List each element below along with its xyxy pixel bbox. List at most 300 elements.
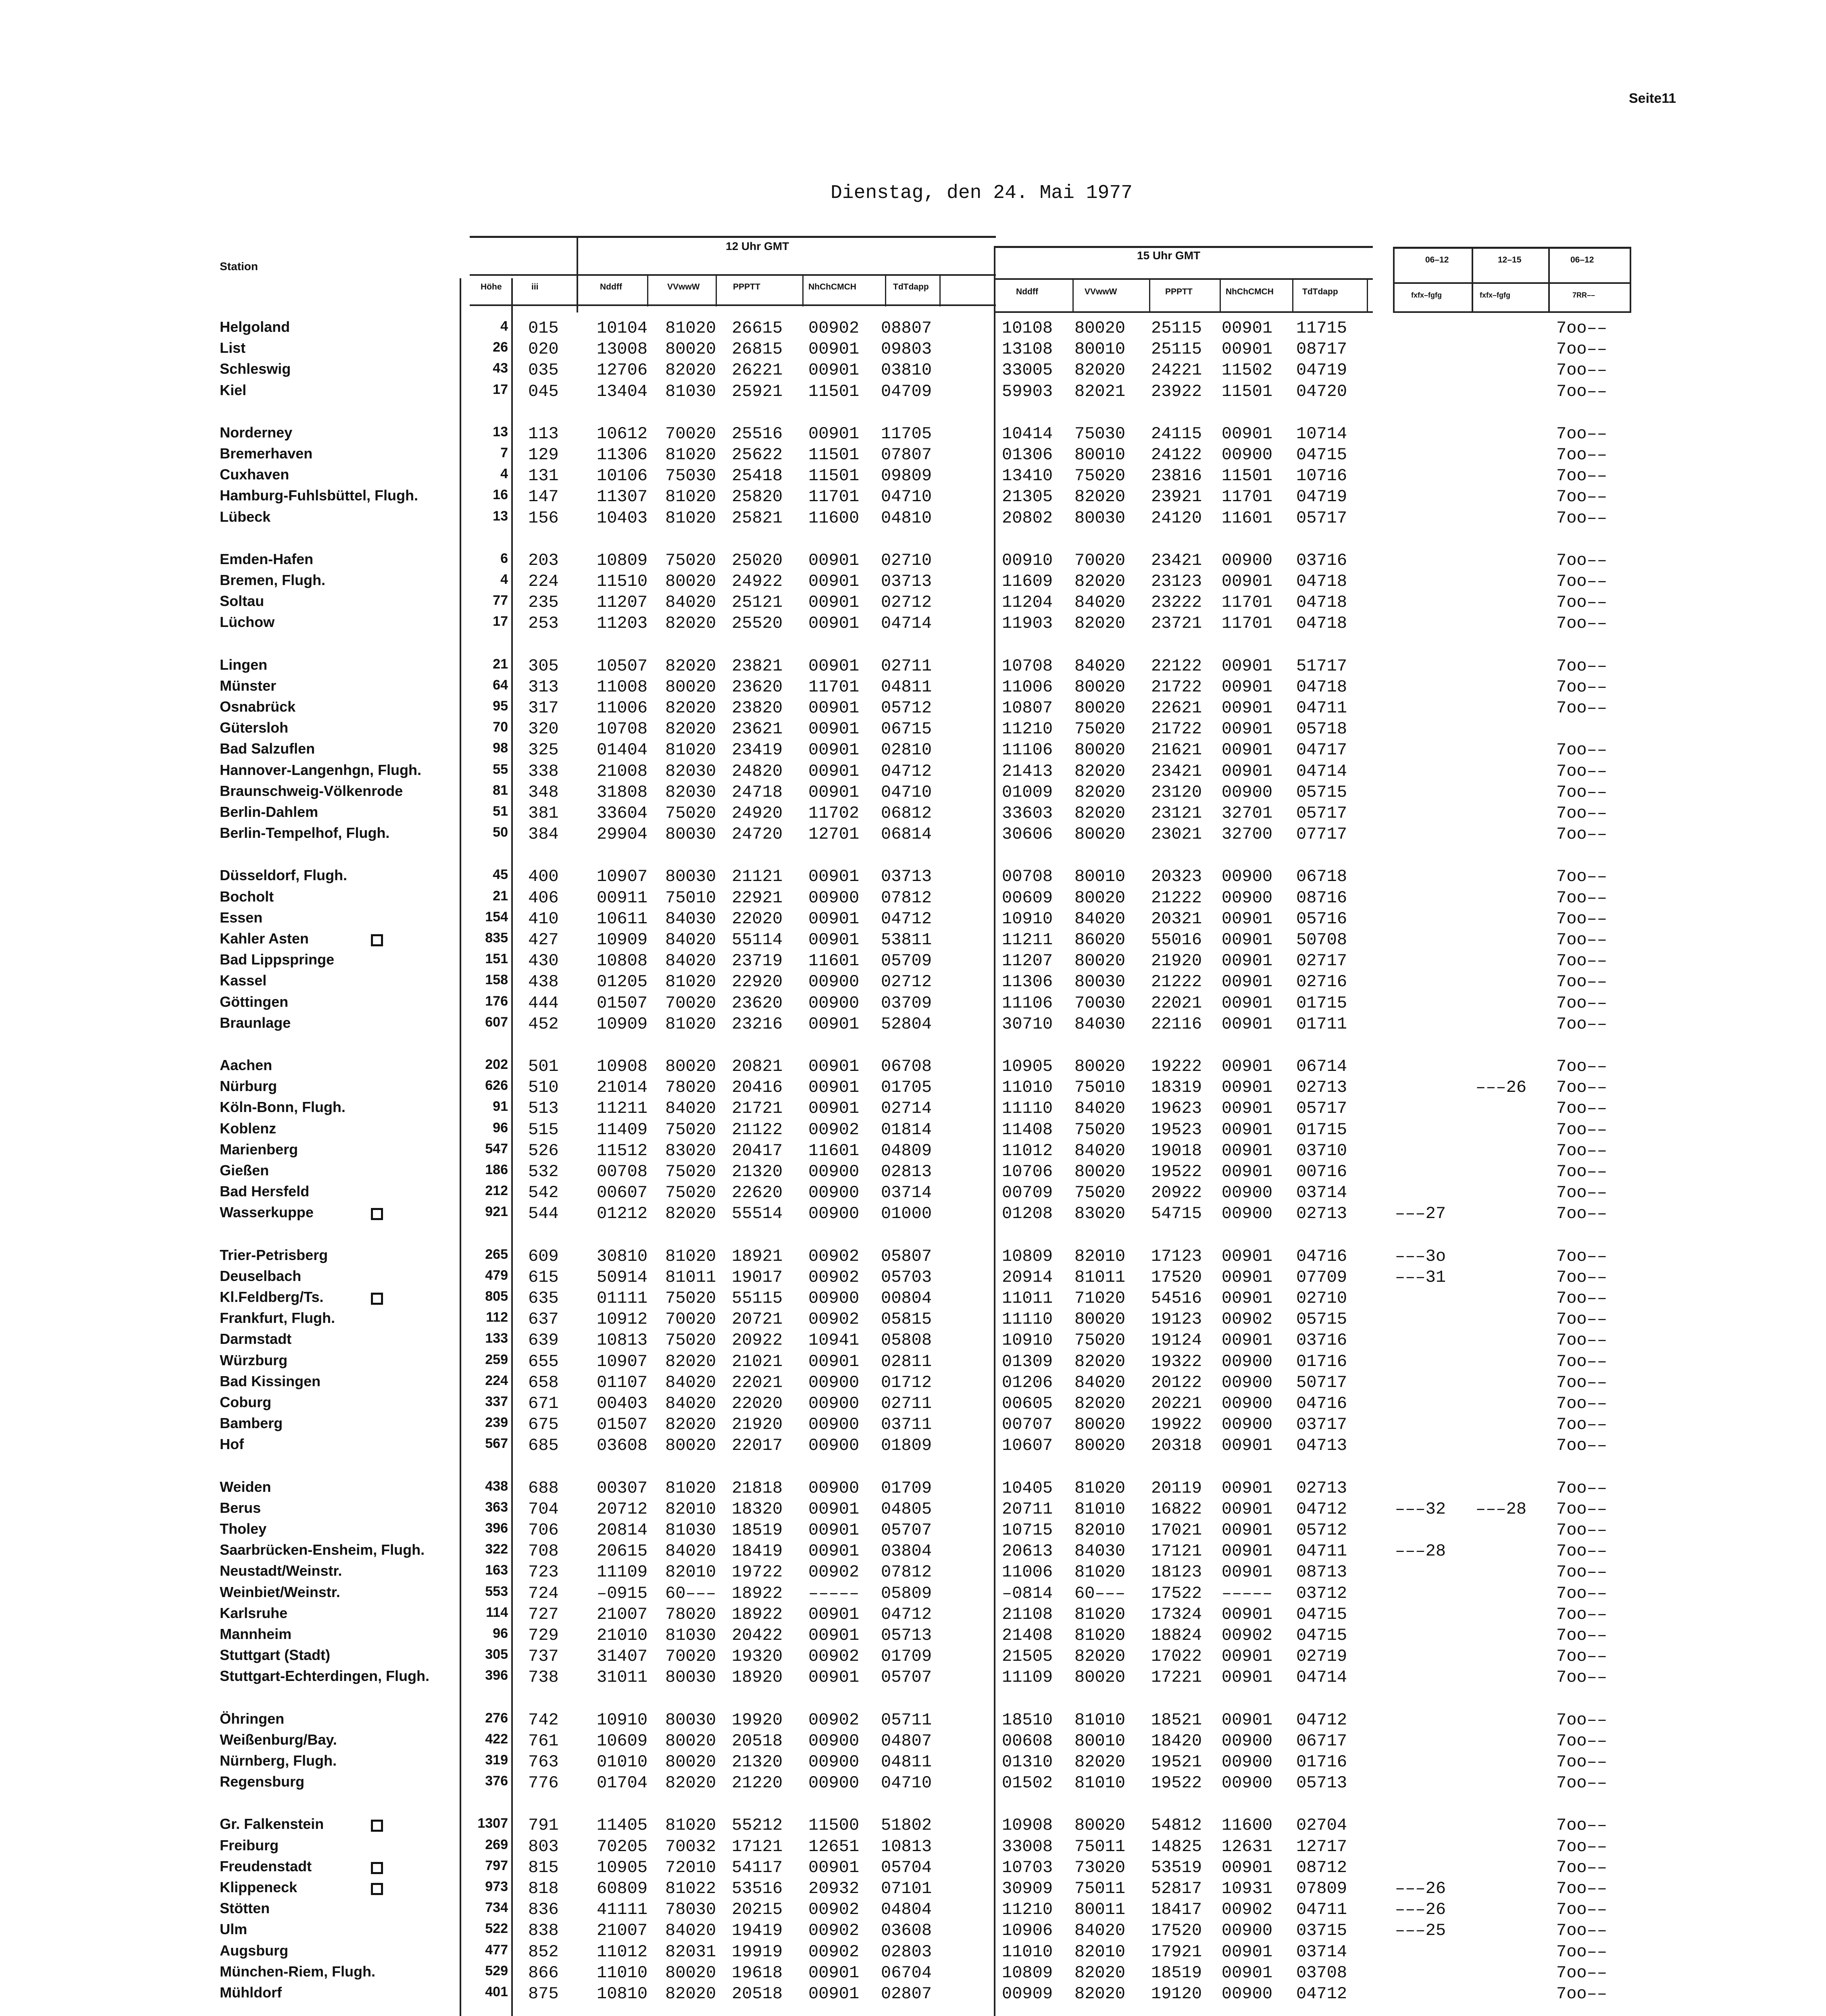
station-index: 708 <box>528 1541 559 1561</box>
header-iii: iii <box>531 282 539 292</box>
station-index: 020 <box>528 339 559 359</box>
obs-15-group-1: 59903 <box>1002 381 1053 401</box>
obs-15-group-5: 08713 <box>1296 1562 1347 1582</box>
precip-06-12: 7oo–– <box>1556 1583 1607 1603</box>
obs-12-group-5: 05815 <box>881 1310 932 1329</box>
vline-12-1 <box>647 274 648 306</box>
precip-06-12: 7oo–– <box>1556 1710 1607 1730</box>
obs-15-group-3: 19322 <box>1151 1352 1202 1371</box>
obs-12-group-5: 03709 <box>881 993 932 1013</box>
obs-15-group-3: 17221 <box>1151 1668 1202 1687</box>
vline-period-2 <box>1472 247 1473 313</box>
station-name: Köln-Bonn, Flugh. <box>220 1099 346 1116</box>
obs-15-group-4: 11701 <box>1222 487 1273 507</box>
vline-station <box>460 278 461 2016</box>
obs-12-group-1: 00708 <box>597 1162 648 1181</box>
station-height: 553 <box>485 1583 508 1599</box>
obs-15-group-2: 84020 <box>1074 1372 1126 1392</box>
obs-15-group-4: 00900 <box>1222 1731 1273 1751</box>
obs-15-group-5: 08717 <box>1296 339 1347 359</box>
obs-15-group-1: 21108 <box>1002 1604 1053 1624</box>
station-name: Freiburg <box>220 1837 279 1854</box>
station-name: Essen <box>220 909 263 926</box>
obs-15-group-4: 00902 <box>1222 1900 1273 1920</box>
obs-15-group-5: 10716 <box>1296 466 1347 486</box>
obs-12-group-1: 10905 <box>597 1858 648 1877</box>
station-name: Nürnberg, Flugh. <box>220 1752 337 1769</box>
obs-15-group-3: 23123 <box>1151 572 1202 591</box>
obs-12-group-4: 00901 <box>808 656 860 676</box>
station-name: Braunlage <box>220 1014 291 1031</box>
obs-15-group-3: 54516 <box>1151 1289 1202 1308</box>
station-name: Bad Kissingen <box>220 1372 321 1389</box>
obs-12-group-4: 11701 <box>808 677 860 697</box>
obs-15-group-3: 22122 <box>1151 656 1202 676</box>
obs-12-group-2: 75020 <box>665 1183 716 1203</box>
obs-12-group-1: 10106 <box>597 466 648 486</box>
obs-15-group-1: 10715 <box>1002 1520 1053 1540</box>
obs-12-group-2: 82020 <box>665 1352 716 1371</box>
station-name: Trier-Petrisberg <box>220 1246 328 1263</box>
obs-12-group-1: 10907 <box>597 1352 648 1371</box>
obs-12-group-3: 22020 <box>732 1394 783 1413</box>
obs-15-group-4: 00901 <box>1222 1331 1273 1350</box>
station-height: 212 <box>485 1183 508 1199</box>
obs-12-group-3: 20821 <box>732 1057 783 1076</box>
obs-12-group-2: 82020 <box>665 719 716 739</box>
station-index: 501 <box>528 1057 559 1076</box>
station-name: München-Riem, Flugh. <box>220 1963 375 1980</box>
obs-12-group-1: 33604 <box>597 804 648 823</box>
station-index: 671 <box>528 1394 559 1413</box>
obs-15-group-3: 19222 <box>1151 1057 1202 1076</box>
station-name: Osnabrück <box>220 698 296 715</box>
obs-12-group-1: 60809 <box>597 1879 648 1898</box>
obs-15-group-1: 00708 <box>1002 867 1053 887</box>
obs-15-group-1: 10910 <box>1002 1331 1053 1350</box>
obs-15-group-1: 11903 <box>1002 614 1053 633</box>
station-height: 77 <box>493 593 508 608</box>
station-index: 129 <box>528 445 559 464</box>
station-name: Berlin-Tempelhof, Flugh. <box>220 825 390 841</box>
precip-06-12: 7oo–– <box>1556 930 1607 950</box>
obs-12-group-2: 80030 <box>665 1710 716 1730</box>
obs-15-group-3: 19124 <box>1151 1331 1202 1350</box>
precip-06-12: 7oo–– <box>1556 1879 1607 1898</box>
station-index: 510 <box>528 1078 559 1098</box>
obs-15-group-5: 04720 <box>1296 381 1347 401</box>
obs-15-group-4: 00900 <box>1222 1183 1273 1203</box>
obs-12-group-2: 84020 <box>665 951 716 971</box>
obs-15-group-2: 83020 <box>1074 1204 1126 1224</box>
station-index: 761 <box>528 1731 559 1751</box>
station-height: 51 <box>493 804 508 819</box>
station-name: Darmstadt <box>220 1331 292 1347</box>
obs-15-group-4: 00901 <box>1222 1499 1273 1519</box>
station-index: 147 <box>528 487 559 507</box>
obs-12-group-5: 06715 <box>881 719 932 739</box>
station-height: 151 <box>485 951 508 967</box>
obs-15-group-3: 20323 <box>1151 867 1202 887</box>
station-height: 98 <box>493 740 508 756</box>
station-index: 325 <box>528 740 559 760</box>
obs-15-group-3: 17324 <box>1151 1604 1202 1624</box>
precip-06-12: 7oo–– <box>1556 698 1607 718</box>
obs-12-group-2: 82020 <box>665 614 716 633</box>
obs-15-group-3: 24122 <box>1151 445 1202 464</box>
precip-06-12: 7oo–– <box>1556 1078 1607 1098</box>
station-height: 70 <box>493 719 508 735</box>
obs-12-group-5: 04807 <box>881 1731 932 1751</box>
obs-12-group-2: 81030 <box>665 1520 716 1540</box>
header-vvwww-15: VVwwW <box>1085 287 1117 296</box>
precip-06-12: 7oo–– <box>1556 593 1607 612</box>
obs-15-group-4: 00901 <box>1222 1141 1273 1160</box>
obs-15-group-2: 84020 <box>1074 1141 1126 1160</box>
obs-15-group-3: 18519 <box>1151 1963 1202 1983</box>
obs-12-group-2: 78020 <box>665 1604 716 1624</box>
obs-12-group-5: 04811 <box>881 1752 932 1772</box>
station-name: Cuxhaven <box>220 466 289 483</box>
obs-12-group-3: 24922 <box>732 572 783 591</box>
precip-06-12: 7oo–– <box>1556 1773 1607 1793</box>
station-height: 21 <box>493 888 508 904</box>
obs-15-group-1: 00608 <box>1002 1731 1053 1751</box>
station-index: 655 <box>528 1352 559 1371</box>
obs-12-group-2: 75020 <box>665 1120 716 1139</box>
precip-06-12: 7oo–– <box>1556 1984 1607 2004</box>
obs-12-group-3: 23621 <box>732 719 783 739</box>
obs-12-group-4: 00901 <box>808 719 860 739</box>
obs-15-group-2: 84020 <box>1074 593 1126 612</box>
obs-15-group-3: 17021 <box>1151 1520 1202 1540</box>
obs-15-group-2: 82020 <box>1074 487 1126 507</box>
header-station: Station <box>220 260 258 273</box>
obs-12-group-5: 02807 <box>881 1984 932 2004</box>
obs-12-group-1: 10813 <box>597 1331 648 1350</box>
station-index: 542 <box>528 1183 559 1203</box>
obs-12-group-4: 00900 <box>808 1162 860 1181</box>
obs-15-group-3: 18417 <box>1151 1900 1202 1920</box>
station-index: 635 <box>528 1289 559 1308</box>
obs-12-group-4: 00902 <box>808 1267 860 1287</box>
station-height: 4 <box>500 319 508 334</box>
precip-06-12: 7oo–– <box>1556 1731 1607 1751</box>
obs-12-group-1: 10403 <box>597 508 648 528</box>
obs-15-group-1: 11010 <box>1002 1078 1053 1098</box>
obs-12-group-1: 10809 <box>597 550 648 570</box>
obs-15-group-5: 02713 <box>1296 1478 1347 1498</box>
obs-15-group-3: 18824 <box>1151 1626 1202 1645</box>
station-height: 64 <box>493 677 508 693</box>
obs-12-group-4: 00902 <box>808 1942 860 1962</box>
gust-06-12: –––32 <box>1395 1499 1446 1519</box>
obs-12-group-3: 23419 <box>732 740 783 760</box>
obs-12-group-5: 02710 <box>881 550 932 570</box>
station-height: 96 <box>493 1626 508 1641</box>
station-height: 1307 <box>477 1816 508 1831</box>
obs-12-group-1: 13404 <box>597 381 648 401</box>
station-name: List <box>220 339 246 356</box>
gust-06-12: –––25 <box>1395 1921 1446 1941</box>
obs-12-group-2: 75020 <box>665 1162 716 1181</box>
gust-06-12: –––28 <box>1395 1541 1446 1561</box>
obs-15-group-4: 00901 <box>1222 1246 1273 1266</box>
vline-period-end <box>1630 247 1631 313</box>
obs-15-group-3: 20318 <box>1151 1436 1202 1456</box>
obs-12-group-5: 06708 <box>881 1057 932 1076</box>
station-index: 338 <box>528 761 559 781</box>
obs-12-group-3: 22017 <box>732 1436 783 1456</box>
obs-15-group-1: 11106 <box>1002 740 1053 760</box>
obs-12-group-4: 00900 <box>808 1415 860 1435</box>
obs-15-group-5: 04717 <box>1296 740 1347 760</box>
obs-15-group-3: 24115 <box>1151 424 1202 444</box>
precip-06-12: 7oo–– <box>1556 381 1607 401</box>
obs-15-group-5: 02704 <box>1296 1816 1347 1835</box>
obs-12-group-3: 18922 <box>732 1583 783 1603</box>
obs-12-group-3: 24718 <box>732 782 783 802</box>
obs-12-group-3: 55212 <box>732 1816 783 1835</box>
obs-15-group-5: 05717 <box>1296 508 1347 528</box>
station-name: Weinbiet/Weinstr. <box>220 1583 340 1600</box>
obs-12-group-5: 09803 <box>881 339 932 359</box>
obs-12-group-1: 10609 <box>597 1731 648 1751</box>
obs-12-group-4: 00900 <box>808 1731 860 1751</box>
obs-15-group-4: 00901 <box>1222 1078 1273 1098</box>
obs-15-group-1: 21408 <box>1002 1626 1053 1645</box>
obs-15-group-3: 18319 <box>1151 1078 1202 1098</box>
obs-12-group-1: 11405 <box>597 1816 648 1835</box>
obs-15-group-5: 04719 <box>1296 360 1347 380</box>
station-name: Kahler Asten <box>220 930 309 947</box>
station-name: Weiden <box>220 1478 271 1495</box>
station-index: 203 <box>528 550 559 570</box>
header-period-3-sub: 7RR–– <box>1572 291 1595 299</box>
obs-15-group-1: 01306 <box>1002 445 1053 464</box>
obs-12-group-2: 81030 <box>665 1626 716 1645</box>
obs-15-group-3: 23121 <box>1151 804 1202 823</box>
obs-12-group-3: 20721 <box>732 1310 783 1329</box>
obs-12-group-4: 00901 <box>808 1541 860 1561</box>
station-index: 729 <box>528 1626 559 1645</box>
precip-06-12: 7oo–– <box>1556 445 1607 464</box>
station-index: 615 <box>528 1267 559 1287</box>
obs-15-group-1: 11011 <box>1002 1289 1053 1308</box>
obs-15-group-1: 10706 <box>1002 1162 1053 1181</box>
obs-12-group-3: 19419 <box>732 1921 783 1941</box>
obs-15-group-4: 00901 <box>1222 1014 1273 1034</box>
obs-12-group-2: 82010 <box>665 1499 716 1519</box>
obs-15-group-4: 00900 <box>1222 1372 1273 1392</box>
obs-15-group-2: 86020 <box>1074 930 1126 950</box>
station-name: Gütersloh <box>220 719 289 736</box>
station-height: 17 <box>493 614 508 629</box>
obs-15-group-1: 10703 <box>1002 1858 1053 1877</box>
precip-06-12: 7oo–– <box>1556 1141 1607 1160</box>
obs-12-group-3: 21721 <box>732 1099 783 1118</box>
obs-12-group-2: 81020 <box>665 508 716 528</box>
obs-12-group-2: 70032 <box>665 1837 716 1856</box>
obs-15-group-1: 21505 <box>1002 1647 1053 1666</box>
obs-12-group-3: 26221 <box>732 360 783 380</box>
station-name: Bad Salzuflen <box>220 740 315 757</box>
station-index: 706 <box>528 1520 559 1540</box>
obs-15-group-4: 00902 <box>1222 1310 1273 1329</box>
station-height: 21 <box>493 656 508 672</box>
obs-15-group-2: 80020 <box>1074 740 1126 760</box>
header-group-15: 15 Uhr GMT <box>1137 249 1201 262</box>
obs-12-group-5: 04805 <box>881 1499 932 1519</box>
station-height: 45 <box>493 867 508 883</box>
obs-15-group-1: 01206 <box>1002 1372 1053 1392</box>
obs-12-group-2: 78030 <box>665 1900 716 1920</box>
obs-12-group-4: 00902 <box>808 1310 860 1329</box>
station-index: 444 <box>528 993 559 1013</box>
station-index: 544 <box>528 1204 559 1224</box>
obs-15-group-2: 75020 <box>1074 1183 1126 1203</box>
obs-15-group-2: 84020 <box>1074 1921 1126 1941</box>
obs-15-group-5: 07717 <box>1296 825 1347 844</box>
obs-12-group-4: 00901 <box>808 909 860 929</box>
obs-12-group-4: 00901 <box>808 339 860 359</box>
precip-06-12: 7oo–– <box>1556 1816 1607 1835</box>
precip-06-12: 7oo–– <box>1556 1057 1607 1076</box>
precip-06-12: 7oo–– <box>1556 825 1607 844</box>
header-ppptt-15: PPPTT <box>1165 287 1193 296</box>
obs-12-group-4: 00902 <box>808 1246 860 1266</box>
obs-15-group-1: 11204 <box>1002 593 1053 612</box>
obs-15-group-3: 21722 <box>1151 719 1202 739</box>
vline-period-1 <box>1393 247 1395 313</box>
obs-15-group-4: 00901 <box>1222 1478 1273 1498</box>
obs-15-group-5: 08712 <box>1296 1858 1347 1877</box>
precip-06-12: 7oo–– <box>1556 1246 1607 1266</box>
station-name: Hof <box>220 1436 244 1453</box>
obs-15-group-5: 11715 <box>1296 319 1347 338</box>
station-height: 176 <box>485 993 508 1009</box>
obs-12-group-3: 19920 <box>732 1710 783 1730</box>
obs-15-group-2: 82020 <box>1074 572 1126 591</box>
obs-15-group-3: 19522 <box>1151 1162 1202 1181</box>
obs-12-group-2: 75030 <box>665 466 716 486</box>
obs-12-group-3: 24920 <box>732 804 783 823</box>
obs-12-group-4: 00900 <box>808 1183 860 1203</box>
obs-12-group-3: 53516 <box>732 1879 783 1898</box>
obs-12-group-3: 55514 <box>732 1204 783 1224</box>
obs-15-group-4: 00901 <box>1222 1267 1273 1287</box>
station-index: 838 <box>528 1921 559 1941</box>
obs-15-group-5: 04716 <box>1296 1394 1347 1413</box>
obs-12-group-5: 06814 <box>881 825 932 844</box>
precip-06-12: 7oo–– <box>1556 1499 1607 1519</box>
precip-06-12: 7oo–– <box>1556 1478 1607 1498</box>
station-height: 276 <box>485 1710 508 1726</box>
obs-15-group-4: 00901 <box>1222 740 1273 760</box>
obs-12-group-3: 20922 <box>732 1331 783 1350</box>
open-square-icon <box>371 1293 383 1305</box>
obs-12-group-5: 06812 <box>881 804 932 823</box>
obs-15-group-1: 01502 <box>1002 1773 1053 1793</box>
vline-12-2 <box>716 274 717 306</box>
station-height: 265 <box>485 1246 508 1262</box>
obs-12-group-3: 23216 <box>732 1014 783 1034</box>
station-index: 438 <box>528 972 559 992</box>
obs-12-group-1: 10611 <box>597 909 648 929</box>
obs-15-group-2: 80020 <box>1074 1436 1126 1456</box>
obs-12-group-2: 82030 <box>665 782 716 802</box>
obs-12-group-1: 11211 <box>597 1099 648 1118</box>
obs-12-group-3: 22921 <box>732 888 783 908</box>
obs-15-group-2: 75010 <box>1074 1078 1126 1098</box>
obs-12-group-5: 05711 <box>881 1710 932 1730</box>
obs-15-group-3: 18521 <box>1151 1710 1202 1730</box>
obs-12-group-4: 00901 <box>808 1078 860 1098</box>
obs-12-group-5: 07812 <box>881 1562 932 1582</box>
obs-12-group-1: 11409 <box>597 1120 648 1139</box>
obs-15-group-3: 23816 <box>1151 466 1202 486</box>
obs-15-group-4: 00901 <box>1222 698 1273 718</box>
obs-15-group-3: 21722 <box>1151 677 1202 697</box>
obs-15-group-3: 17123 <box>1151 1246 1202 1266</box>
obs-15-group-5: 03717 <box>1296 1415 1347 1435</box>
obs-15-group-3: 19018 <box>1151 1141 1202 1160</box>
obs-15-group-4: 00901 <box>1222 951 1273 971</box>
obs-15-group-2: 80030 <box>1074 972 1126 992</box>
obs-12-group-1: 13008 <box>597 339 648 359</box>
station-index: 763 <box>528 1752 559 1772</box>
obs-12-group-5: 04712 <box>881 909 932 929</box>
obs-15-group-3: 18123 <box>1151 1562 1202 1582</box>
obs-12-group-1: 20712 <box>597 1499 648 1519</box>
obs-15-group-2: 82020 <box>1074 782 1126 802</box>
station-height: 973 <box>485 1879 508 1894</box>
obs-15-group-2: 82020 <box>1074 1752 1126 1772</box>
obs-12-group-4: 00902 <box>808 1120 860 1139</box>
precip-06-12: 7oo–– <box>1556 1963 1607 1983</box>
obs-12-group-5: 05808 <box>881 1331 932 1350</box>
obs-15-group-2: 82020 <box>1074 1984 1126 2004</box>
obs-12-group-3: 55115 <box>732 1289 783 1308</box>
precip-06-12: 7oo–– <box>1556 909 1607 929</box>
obs-12-group-3: 25622 <box>732 445 783 464</box>
obs-12-group-2: 81020 <box>665 445 716 464</box>
obs-15-group-2: 75020 <box>1074 466 1126 486</box>
obs-15-group-1: 33005 <box>1002 360 1053 380</box>
gust-06-12: –––26 <box>1395 1879 1446 1898</box>
obs-15-group-5: 04719 <box>1296 487 1347 507</box>
obs-12-group-3: 24720 <box>732 825 783 844</box>
obs-12-group-1: 10909 <box>597 1014 648 1034</box>
obs-12-group-2: 75020 <box>665 550 716 570</box>
obs-12-group-4: 00900 <box>808 1204 860 1224</box>
obs-12-group-3: 23620 <box>732 677 783 697</box>
obs-12-group-2: 82031 <box>665 1942 716 1962</box>
station-height: 529 <box>485 1963 508 1979</box>
obs-12-group-4: 00902 <box>808 1562 860 1582</box>
gust-06-12: –––26 <box>1395 1900 1446 1920</box>
obs-15-group-4: 00901 <box>1222 319 1273 338</box>
obs-15-group-1: 10414 <box>1002 424 1053 444</box>
station-name: Nürburg <box>220 1078 277 1095</box>
precip-06-12: 7oo–– <box>1556 1183 1607 1203</box>
obs-15-group-1: 11207 <box>1002 951 1053 971</box>
obs-15-group-3: 19523 <box>1151 1120 1202 1139</box>
obs-12-group-5: 04710 <box>881 1773 932 1793</box>
obs-12-group-5: 51802 <box>881 1816 932 1835</box>
obs-15-group-2: 81020 <box>1074 1562 1126 1582</box>
station-height: 4 <box>500 572 508 587</box>
